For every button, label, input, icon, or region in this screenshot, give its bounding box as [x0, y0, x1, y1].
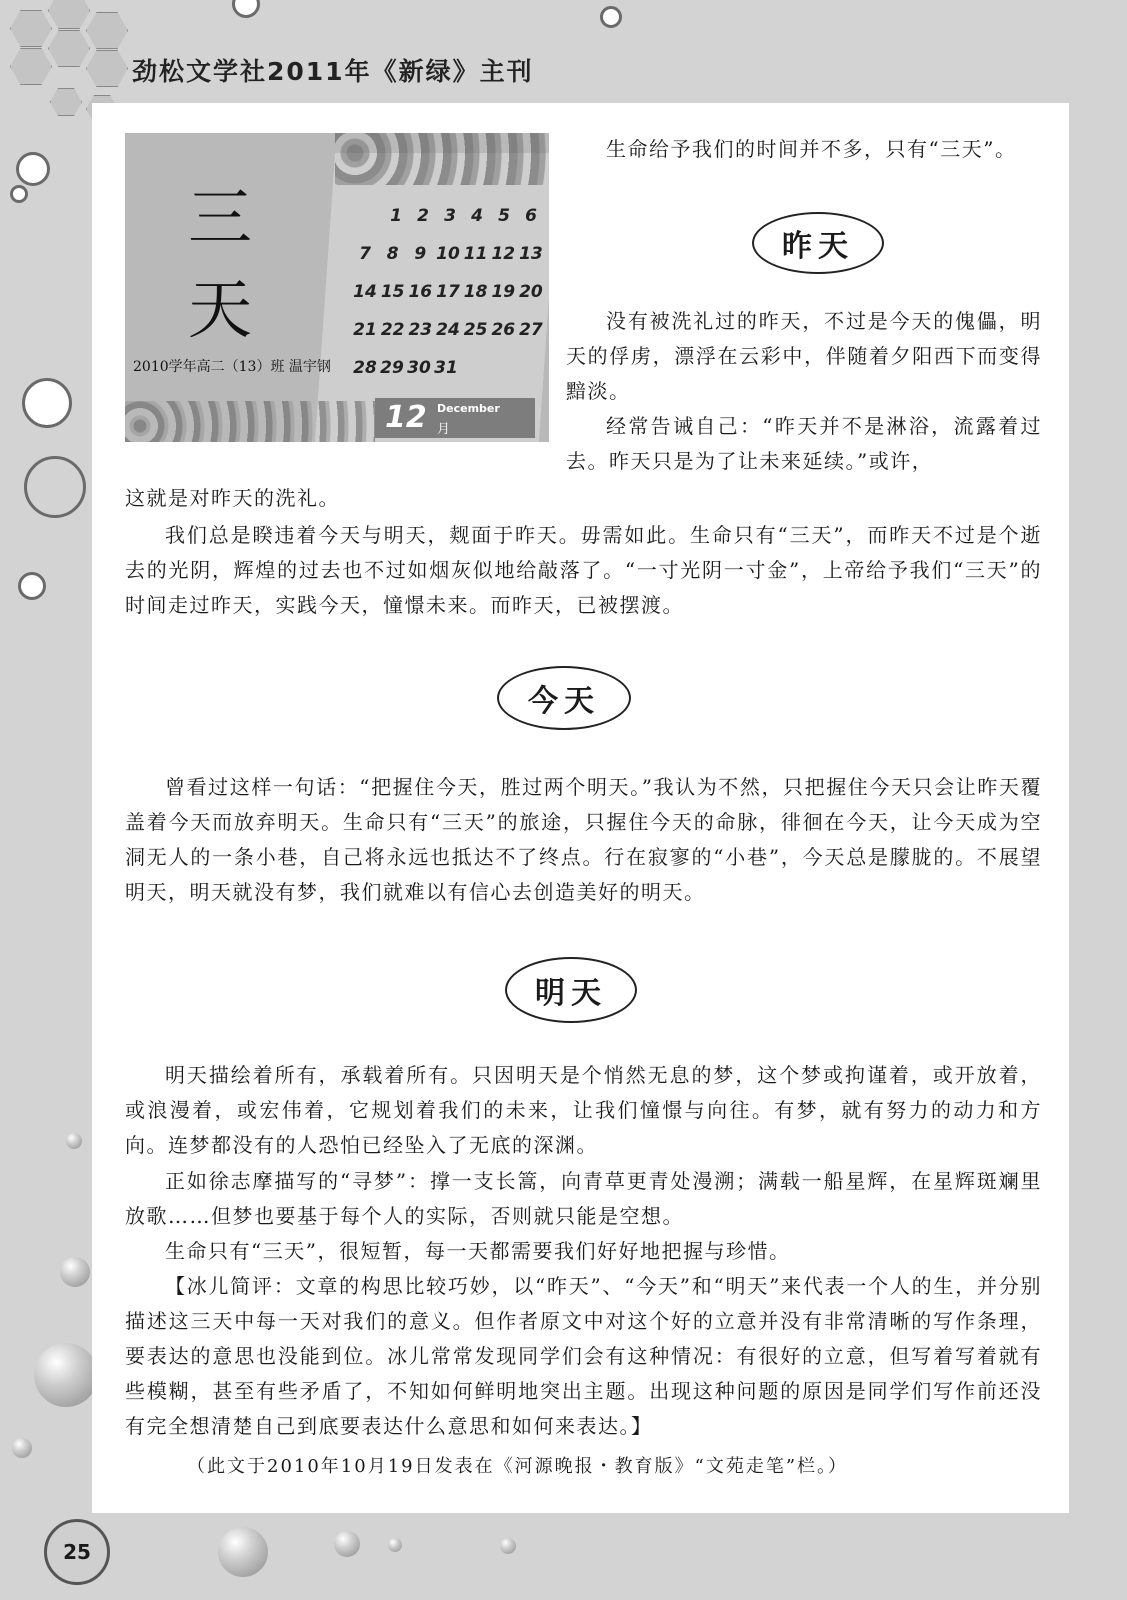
section-title-yesterday: 昨天 [752, 212, 884, 274]
magazine-header: 劲松文学社2011年《新绿》主刊 [132, 57, 534, 86]
calendar-day: 24 [436, 320, 460, 340]
page-number: 25 [44, 1519, 110, 1585]
calendar-month-label [375, 398, 535, 438]
hexagon-decoration [10, 48, 52, 85]
hexagon-decoration [48, 30, 90, 67]
calendar-day: 1 [390, 206, 402, 226]
yesterday-paragraph: 我们总是睽违着今天与明天，觌面于昨天。毋需如此。生命只有“三天”，而昨天不过是个逝去的光阴，辉煌的过去也不过如烟灰似地给敲落了。“一寸光阴一寸金”，上帝给予我们“三天”的时间走过昨天，实践今天，憧憬未来。而昨天，已被摆渡。 [125, 523, 1042, 617]
sphere-decoration [66, 1133, 82, 1149]
tomorrow-paragraph: 正如徐志摩描写的“寻梦”：撑一支长篙，向青草更青处漫溯；满载一船星辉，在星辉斑斓里放歌……但梦也要基于每个人的实际，否则就只能是空想。 [125, 1169, 1042, 1228]
calendar-day: 18 [463, 282, 488, 302]
circle-decoration [600, 6, 622, 28]
calendar-day: 17 [436, 282, 460, 302]
calendar-day: 13 [519, 244, 543, 264]
hexagon-decoration [50, 88, 82, 116]
calendar-day: 27 [519, 320, 543, 340]
yesterday-paragraph: 这就是对昨天的洗礼。 [125, 486, 340, 510]
circle-decoration [18, 572, 46, 600]
calendar-day: 4 [471, 206, 483, 226]
calendar-day: 21 [353, 320, 377, 340]
calendar-day: 6 [525, 206, 537, 226]
leaves-decoration [335, 133, 549, 185]
calendar-day: 15 [380, 282, 405, 302]
calendar-day: 25 [463, 320, 488, 340]
calendar-week [353, 273, 543, 311]
calendar-week [353, 311, 543, 349]
calendar-day: 31 [434, 358, 458, 378]
calendar-day: 9 [414, 244, 427, 264]
calendar-day: 7 [359, 244, 371, 264]
calendar-day: 30 [407, 358, 431, 378]
sphere-decoration [34, 1343, 98, 1407]
circle-decoration [232, 0, 260, 18]
sphere-decoration [388, 1538, 402, 1552]
yesterday-paragraph: 经常告诫自己：“昨天并不是淋浴，流露着过去。昨天只是为了让未来延续。”或许， [566, 414, 1042, 473]
hexagon-decoration [86, 12, 128, 49]
calendar-week [353, 197, 543, 235]
title-char: 天 [188, 274, 252, 348]
flowers-decoration [125, 401, 375, 442]
today-paragraph: 曾看过这样一句话：“把握住今天，胜过两个明天。”我认为不然，只把握住今天只会让昨天覆盖着今天而放弃明天。生命只有“三天”的旅途，只握住今天的命脉，徘徊在今天，让今天成为空洞无人的一条小巷，自己将永远也抵达不了终点。行在寂寥的“小巷”，今天总是朦胧的。不展望明天，明天就没有梦，我们就难以有信心去创造美好的明天。 [125, 775, 1042, 904]
circle-decoration [24, 456, 86, 518]
title-char: 三 [188, 182, 252, 256]
author-credit: 2010学年高二（13）班 温宇钢 [133, 359, 331, 375]
circle-decoration [16, 152, 50, 186]
yesterday-paragraph: 没有被洗礼过的昨天，不过是今天的傀儡，明天的俘虏，漂浮在云彩中，伴随着夕阳西下而变得黯淡。 [566, 309, 1042, 403]
sphere-decoration [334, 1531, 360, 1557]
calendar-day: 11 [463, 244, 488, 264]
calendar-week [353, 349, 543, 387]
hexagon-decoration [10, 10, 52, 47]
calendar-day: 2 [417, 206, 429, 226]
calendar-day: 14 [353, 282, 377, 302]
month-chinese: 月 [437, 422, 451, 437]
tomorrow-paragraph: 生命只有“三天”，很短暂，每一天都需要我们好好地把握与珍惜。 [165, 1239, 791, 1263]
calendar-day: 8 [386, 244, 399, 264]
calendar-day: 12 [491, 244, 516, 264]
calendar-day: 20 [519, 282, 543, 302]
sphere-decoration [12, 1438, 32, 1458]
illustration-title [185, 173, 255, 357]
calendar-day: 19 [491, 282, 516, 302]
circle-decoration [10, 185, 28, 203]
calendar-grid [353, 197, 543, 387]
calendar-day: 26 [491, 320, 516, 340]
calendar-day: 10 [436, 244, 460, 264]
publication-footnote: （此文于2010年10月19日发表在《河源晚报・教育版》“文苑走笔”栏。） [187, 1456, 849, 1477]
calendar-illustration [125, 133, 549, 442]
calendar-day: 23 [408, 320, 433, 340]
circle-decoration [22, 378, 72, 428]
hexagon-decoration [48, 0, 90, 29]
calendar-day: 28 [353, 358, 377, 378]
intro-paragraph: 生命给予我们的时间并不多，只有“三天”。 [606, 137, 1017, 161]
section-title-today: 今天 [497, 666, 631, 730]
hexagon-decoration [86, 50, 128, 87]
calendar-day: 22 [380, 320, 405, 340]
calendar-day: 16 [408, 282, 433, 302]
review-paragraph: 【冰儿简评：文章的构思比较巧妙，以“昨天”、“今天”和“明天”来代表一个人的生，并分别描述这三天中每一天对我们的意义。但作者原文中对这个好的立意并没有非常清晰的写作条理，要表达的意思也没能到位。冰儿常常发现同学们会有这种情况：有很好的立意，但写着写着就有些模糊，甚至有些矛盾了，不知如何鲜明地突出主题。出现这种问题的原因是同学们写作前还没有完全想清楚自己到底要表达什么意思和如何来表达。】 [125, 1274, 1042, 1438]
calendar-day: 3 [444, 206, 456, 226]
sphere-decoration [500, 1538, 516, 1554]
calendar-day: 5 [498, 206, 510, 226]
calendar-week [353, 235, 543, 273]
sphere-decoration [218, 1527, 268, 1577]
section-title-tomorrow: 明天 [505, 957, 637, 1023]
tomorrow-paragraph: 明天描绘着所有，承载着所有。只因明天是个悄然无息的梦，这个梦或拘谨着，或开放着，或浪漫着，或宏伟着，它规划着我们的未来，让我们憧憬与向往。有梦，就有努力的动力和方向。连梦都没有的人恐怕已经坠入了无底的深渊。 [125, 1063, 1042, 1157]
month-number: 12 [385, 400, 427, 435]
sphere-decoration [60, 1257, 90, 1287]
month-english: December [437, 402, 500, 415]
calendar-day: 29 [380, 358, 404, 378]
